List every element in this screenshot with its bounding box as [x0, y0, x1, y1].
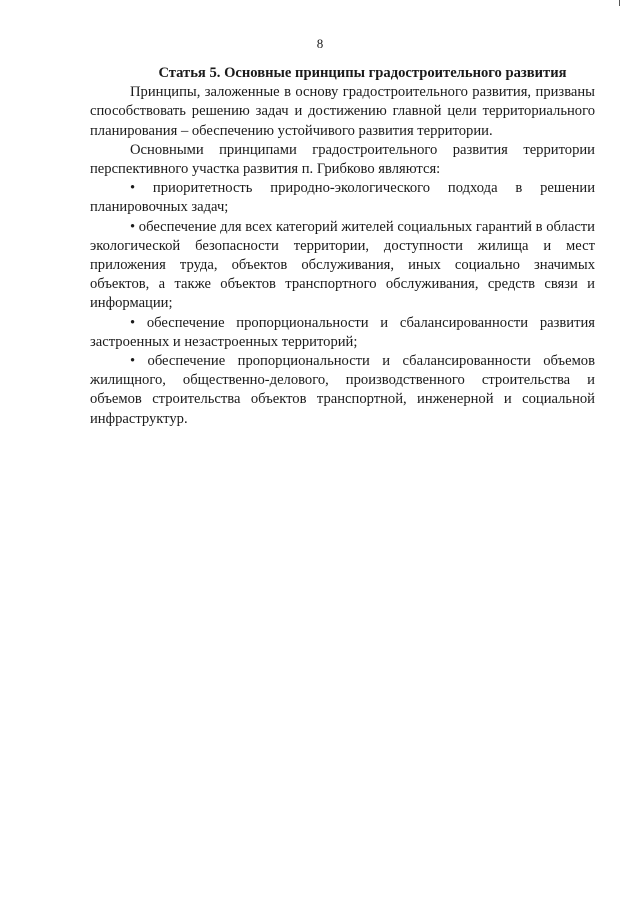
- intro-paragraph: Принципы, заложенные в основу градостроительного развития, призваны способствовать решению задач и достижению главной цели территориального планирования – обеспечению устойчивого развития территории.: [90, 84, 595, 139]
- page-number: 8: [316, 36, 324, 51]
- bullet-item-construction-balance: • обеспечение пропорциональности и сбалансированности объемов жилищного, общественно-делового, производственного строительства и объемов строительства объектов транспортной, инженерной и социальной инфраструктур.: [90, 353, 595, 427]
- principles-lead-paragraph: Основными принципами градостроительного развития территории перспективного участка развития п. Грибково являются:: [90, 141, 595, 178]
- bullet-item-territory-balance: • обеспечение пропорциональности и сбалансированности развития застроенных и незастроенных территорий;: [90, 314, 595, 350]
- corner-mark: [619, 0, 620, 6]
- article-heading: Статья 5. Основные принципы градостроительного развития: [158, 65, 567, 81]
- bullet-item-ecology: • приоритетность природно-экологического подхода в решении планировочных задач;: [90, 180, 595, 216]
- bullet-item-social-guarantees: • обеспечение для всех категорий жителей социальных гарантий в области экологической безопасности территории, доступности жилища и мест приложения труда, объектов обслуживания, иных социально значимых объектов, а также объектов транспортного обслуживания, средств связи и информации;: [90, 218, 595, 312]
- document-body: [90, 64, 595, 429]
